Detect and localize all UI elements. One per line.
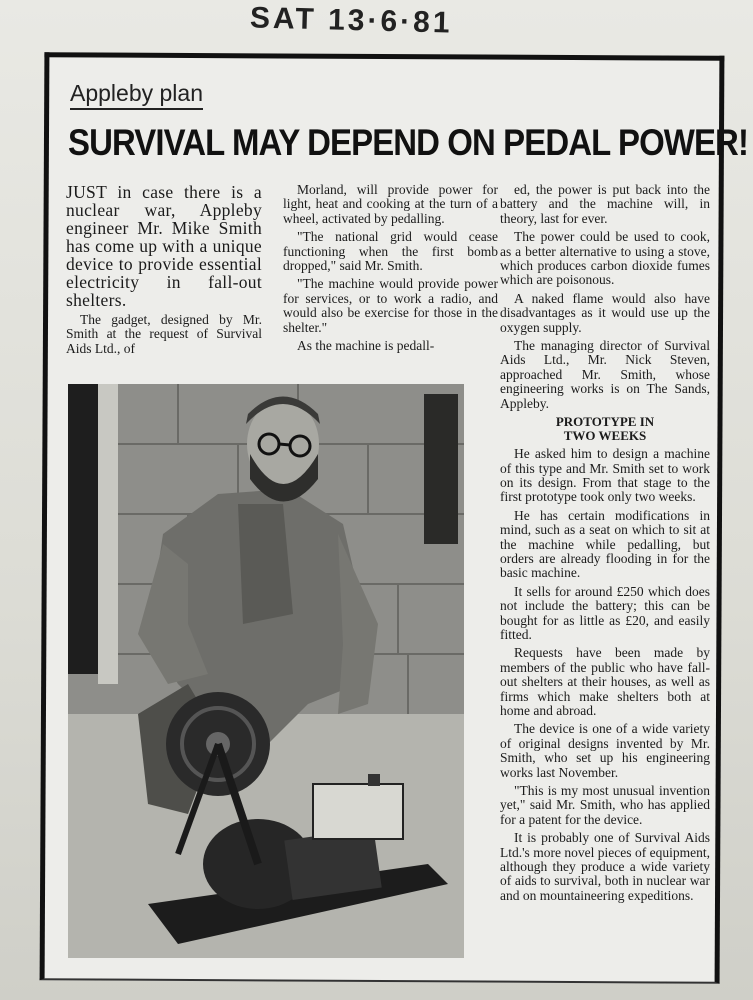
- subheading-line-2: TWO WEEKS: [563, 428, 647, 444]
- paragraph: ed, the power is put back into the battery and the machine will, in theory, last for ever.: [500, 182, 710, 226]
- paragraph: Morland, will provide power for light, heat and cooking at the turn of a wheel, activated by pedalling.: [283, 182, 498, 226]
- article-headline: SURVIVAL MAY DEPEND ON PEDAL POWER!: [68, 122, 749, 163]
- paragraph: The power could be used to cook, as a better alternative to using a stove, which produces carbon dioxide fumes which are poisonous.: [500, 229, 710, 288]
- handwritten-date: SAT 13·6·81: [249, 1, 453, 40]
- paragraph: The device is one of a wide variety of original designs invented by Mr. Smith, who set up his engineering works last November.: [500, 721, 710, 780]
- paragraph: "The national grid would cease functioning when the first bomb dropped," said Mr. Smith.: [283, 229, 498, 274]
- paragraph: It is probably one of Survival Aids Ltd.'s more novel pieces of equipment, although they produce a wide variety of aids to survival, both in nuclear war and on mountaineering expeditions.: [500, 830, 710, 903]
- column-2: [283, 183, 498, 357]
- column-1: [66, 183, 262, 360]
- article-kicker: Appleby plan: [70, 80, 203, 110]
- subheading-line-1: PROTOTYPE IN: [555, 414, 655, 430]
- paragraph: It sells for around £250 which does not include the battery; this can be bought for as little as £20, and easily fitted.: [500, 583, 710, 642]
- paragraph: Requests have been made by members of the public who have fall-out shelters at their houses, as well as firms which make shelters both at home and abroad.: [500, 645, 710, 718]
- paragraph: He has certain modifications in mind, such as a seat on which to sit at the machine while pedalling, but orders are already flooding in for the basic machine.: [500, 507, 710, 581]
- paragraph: A naked flame would also have disadvantages as it would use up the oxygen supply.: [500, 290, 710, 335]
- photo-illustration: [68, 384, 464, 958]
- lead-paragraph: JUST in case there is a nuclear war, Appleby engineer Mr. Mike Smith has come up with a unique device to provide essential electricity in fall-out shelters.: [66, 182, 262, 310]
- paragraph: The managing director of Survival Aids Ltd., Mr. Nick Steven, approached Mr. Smith, whose engineering works is on The Sands, Appleby.: [500, 338, 710, 411]
- paragraph: "The machine would provide power for services, or to work a radio, and would also be exercise for those in the shelter.": [283, 276, 498, 335]
- subheading: [500, 415, 710, 443]
- paragraph: He asked him to design a machine of this type and Mr. Smith set to work on its design. From that stage to the first prototype took only two weeks.: [500, 446, 710, 505]
- article-photo: [68, 384, 464, 958]
- paragraph: "This is my most unusual invention yet," said Mr. Smith, who has applied for a patent for the device.: [500, 783, 710, 827]
- paragraph: The gadget, designed by Mr. Smith at the request of Survival Aids Ltd., of: [66, 312, 262, 356]
- paragraph: As the machine is pedall-: [297, 338, 435, 354]
- column-3: [500, 183, 710, 907]
